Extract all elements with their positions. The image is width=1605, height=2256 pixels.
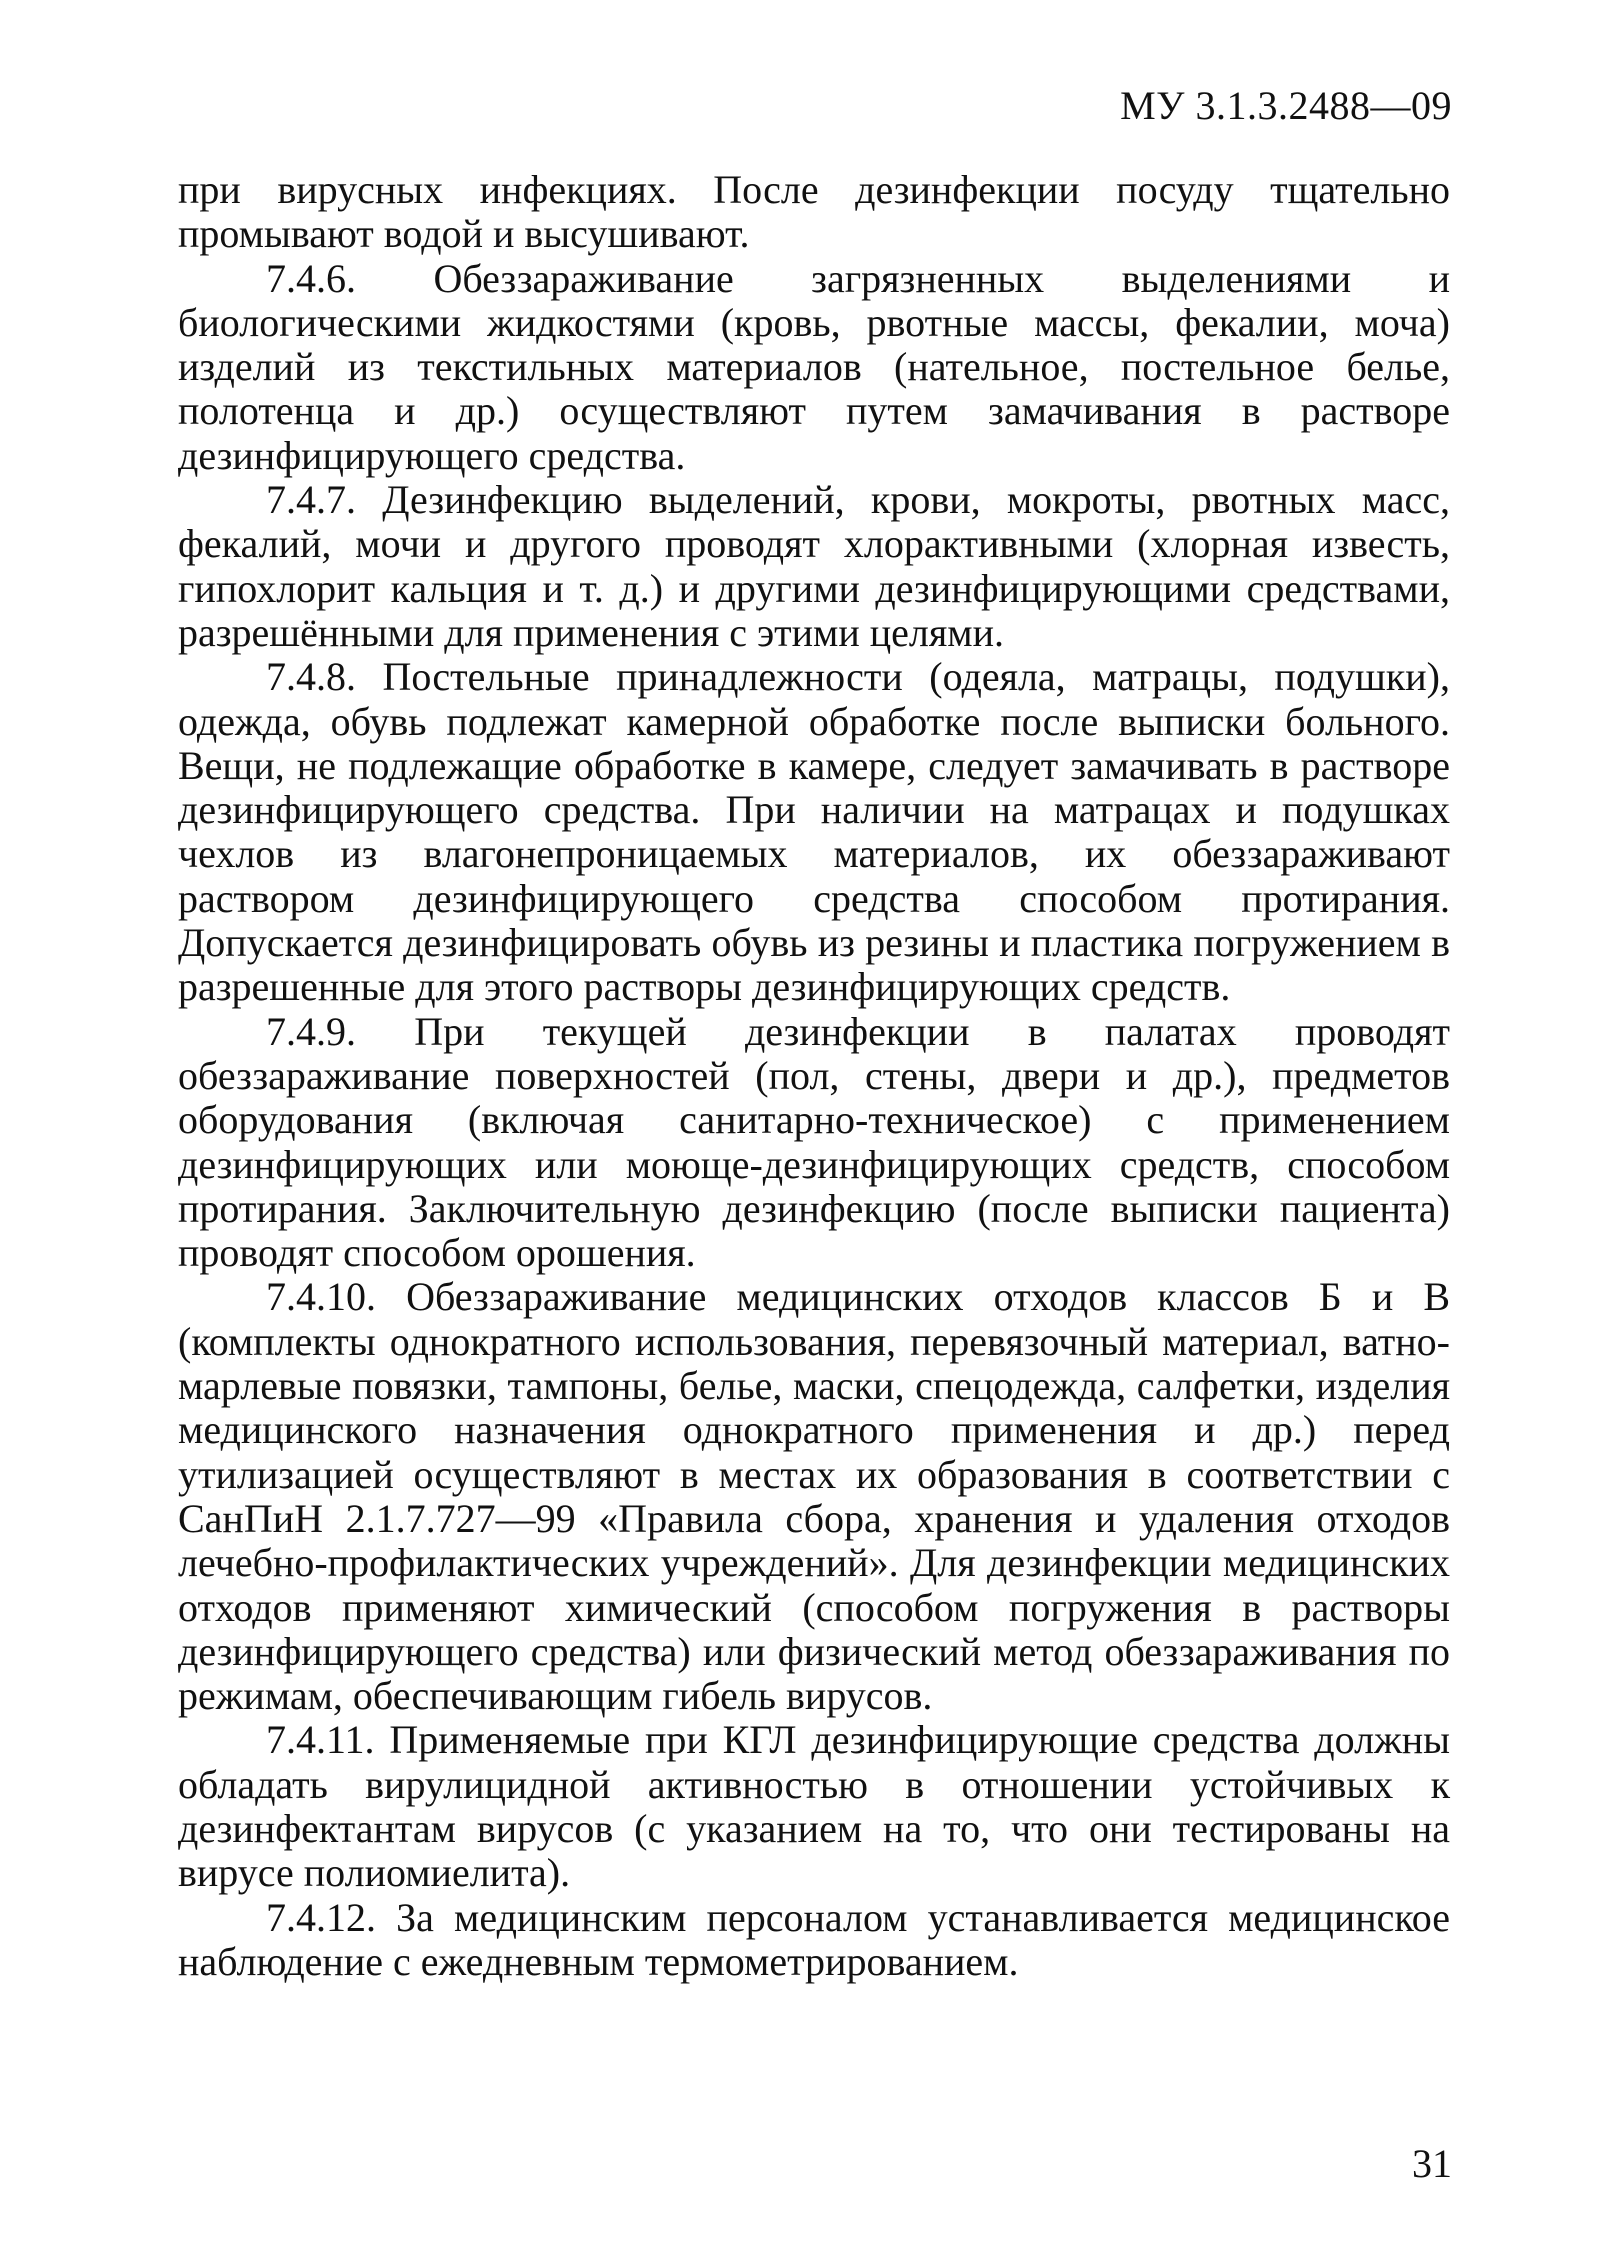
paragraph-7-4-12: 7.4.12. За медицинским персоналом устанавливается медицинское наблюдение с ежедневным термометрированием. [178,1894,1450,1984]
document-body [178,168,1450,1984]
paragraph-7-4-11: 7.4.11. Применяемые при КГЛ дезинфицирующие средства должны обладать вирулицидной активностью в отношении устойчивых к дезинфектантам вирусов (с указанием на то, что они тестированы на вирусе полиомиелита). [178,1717,1450,1896]
page-number: 31 [1412,2141,1452,2186]
paragraph-7-4-7: 7.4.7. Дезинфекцию выделений, крови, мокроты, рвотных масс, фекалий, мочи и другого проводят хлорактивными (хлорная известь, гипохлорит кальция и т. д.) и другими дезинфицирующими средствами, разрешёнными для применения с этими целями. [178,477,1450,655]
paragraph-7-4-10: 7.4.10. Обеззараживание медицинских отходов классов Б и В (комплекты однократного использования, перевязочный материал, ватно-марлевые повязки, тампоны, белье, маски, спецодежда, салфетки, изделия медицинского назначения однократного применения и др.) перед утилизацией осуществляют в местах их образования в соответствии с СанПиН 2.1.7.727—99 «Правила сбора, хранения и удаления отходов лечебно-профилактических учреждений». Для дезинфекции медицинских отходов применяют химический (способом погружения в растворы дезинфицирующего средства) или физический метод обеззараживания по режимам, обеспечивающим гибель вирусов. [178,1274,1450,1719]
document-header: МУ 3.1.3.2488—09 [1120,83,1452,128]
paragraph-7-4-6: 7.4.6. Обеззараживание загрязненных выделениями и биологическими жидкостями (кровь, рвотные массы, фекалии, моча) изделий из текстильных материалов (нательное, постельное белье, полотенца и др.) осуществляют путем замачивания в растворе дезинфицирующего средства. [178,255,1450,478]
paragraph-7-4-9: 7.4.9. При текущей дезинфекции в палатах проводят обеззараживание поверхностей (пол, стены, двери и др.), предметов оборудования (включая санитарно-техническое) с применением дезинфицирующих или моюще-дезинфицирующих средств, способом протирания. Заключительную дезинфекцию (после выписки пациента) проводят способом орошения. [178,1008,1450,1276]
paragraph-7-4-8: 7.4.8. Постельные принадлежности (одеяла, матрацы, подушки), одежда, обувь подлежат камерной обработке после выписки больного. Вещи, не подлежащие обработке в камере, следует замачивать в растворе дезинфицирующего средства. При наличии на матрацах и подушках чехлов из влагонепроницаемых материалов, их обеззараживают раствором дезинфицирующего средства способом протирания. Допускается дезинфицировать обувь из резины и пластика погружением в разрешенные для этого растворы дезинфицирующих средств. [178,654,1450,1010]
paragraph-continuation: при вирусных инфекциях. После дезинфекции посуду тщательно промывают водой и высушивают. [178,167,1450,257]
